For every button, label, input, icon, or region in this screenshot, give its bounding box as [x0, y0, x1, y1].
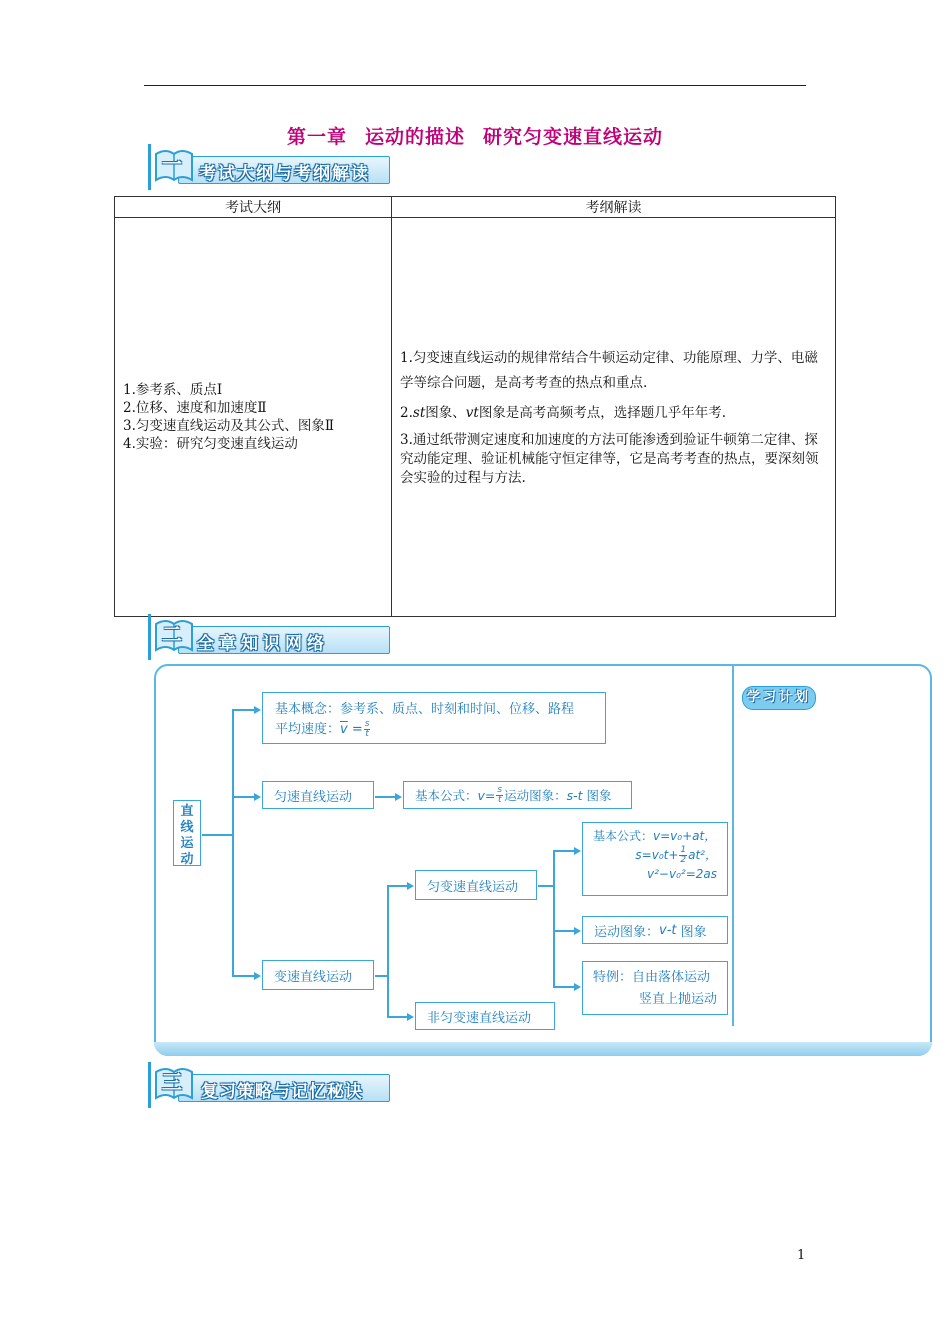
- basic-concepts-node: [262, 692, 606, 744]
- non-uniform-acceleration-node: 非匀变速直线运动: [415, 1002, 555, 1030]
- exam-outline-table: [114, 196, 836, 617]
- section-banner-1-numeral: 一: [162, 152, 182, 176]
- chapter-title: [0, 122, 950, 149]
- chapter-number: 第一章: [286, 126, 347, 148]
- outline-item: 3.匀变速直线运动及其公式、图象Ⅱ: [123, 418, 335, 434]
- table-header-outline: 考试大纲: [115, 197, 392, 218]
- section-banner-3-numeral: 三: [162, 1070, 182, 1094]
- outline-item: 1.参考系、质点Ⅰ: [123, 382, 223, 398]
- page-number: 1: [797, 1248, 806, 1263]
- section-banner-3-label: 复习策略与记忆秘诀: [201, 1082, 363, 1102]
- basic-formulas-node: 基本公式：v=v₀+at， s=v₀t+ $\frac{1}{2}$ at²， v²−v₀²=2as: [582, 822, 728, 896]
- root-node: 直线运动: [173, 800, 201, 866]
- interpretation-item: 2.st图象、vt图象是高考高频考点，选择题几乎年年考.: [400, 405, 727, 421]
- study-plan-badge: 学习计划: [742, 686, 816, 710]
- variable-motion-node: 变速直线运动: [262, 960, 374, 990]
- header-rule: [144, 85, 806, 86]
- outline-cell: [115, 218, 392, 617]
- section-banner-1-label: 考试大纲与考纲解读: [199, 164, 370, 184]
- panel-divider: [732, 666, 734, 1026]
- panel-footer: [154, 1042, 932, 1056]
- average-velocity-text: 平均速度：$\overline{v}$ = $\frac{s}{t}$: [275, 719, 370, 739]
- section-banner-3: [148, 1062, 388, 1108]
- outline-item: 4.实验：研究匀变速直线运动: [123, 436, 298, 452]
- interpretation-item: 3.通过纸带测定速度和加速度的方法可能渗透到验证牛顿第二定律、探究动能定理、验证机械能守恒定律等，它是高考考查的热点，要深刻领会实验的过程与方法.: [400, 432, 819, 486]
- motion-graph-node: 运动图象： v-t 图象: [582, 916, 728, 944]
- special-cases-node: 特例：自由落体运动 竖直上抛运动: [582, 961, 728, 1015]
- uniform-acceleration-node: 匀变速直线运动: [415, 870, 537, 900]
- outline-item: 2.位移、速度和加速度Ⅱ: [123, 400, 267, 416]
- chapter-title-part-2: 研究匀变速直线运动: [483, 126, 664, 148]
- basic-concepts-text: 基本概念：参考系、质点、时刻和时间、位移、路程: [275, 702, 575, 717]
- section-banner-2: [148, 614, 388, 660]
- chapter-title-part-1: 运动的描述: [364, 126, 465, 148]
- section-banner-2-label: 全章知识网络: [197, 634, 329, 654]
- uniform-motion-node: 匀速直线运动: [262, 781, 374, 809]
- section-banner-2-numeral: 二: [162, 622, 182, 646]
- table-header-interpretation: 考纲解读: [392, 197, 836, 218]
- section-banner-1: [148, 144, 388, 190]
- interpretation-item: 1.匀变速直线运动的规律常结合牛顿运动定律、功能原理、力学、电磁学等综合问题，是高考考查的热点和重点.: [400, 350, 818, 391]
- interpretation-cell: [392, 218, 836, 617]
- uniform-motion-detail-node: 基本公式： v = $\frac{s}{t}$ 运动图象： s-t 图象: [403, 781, 632, 809]
